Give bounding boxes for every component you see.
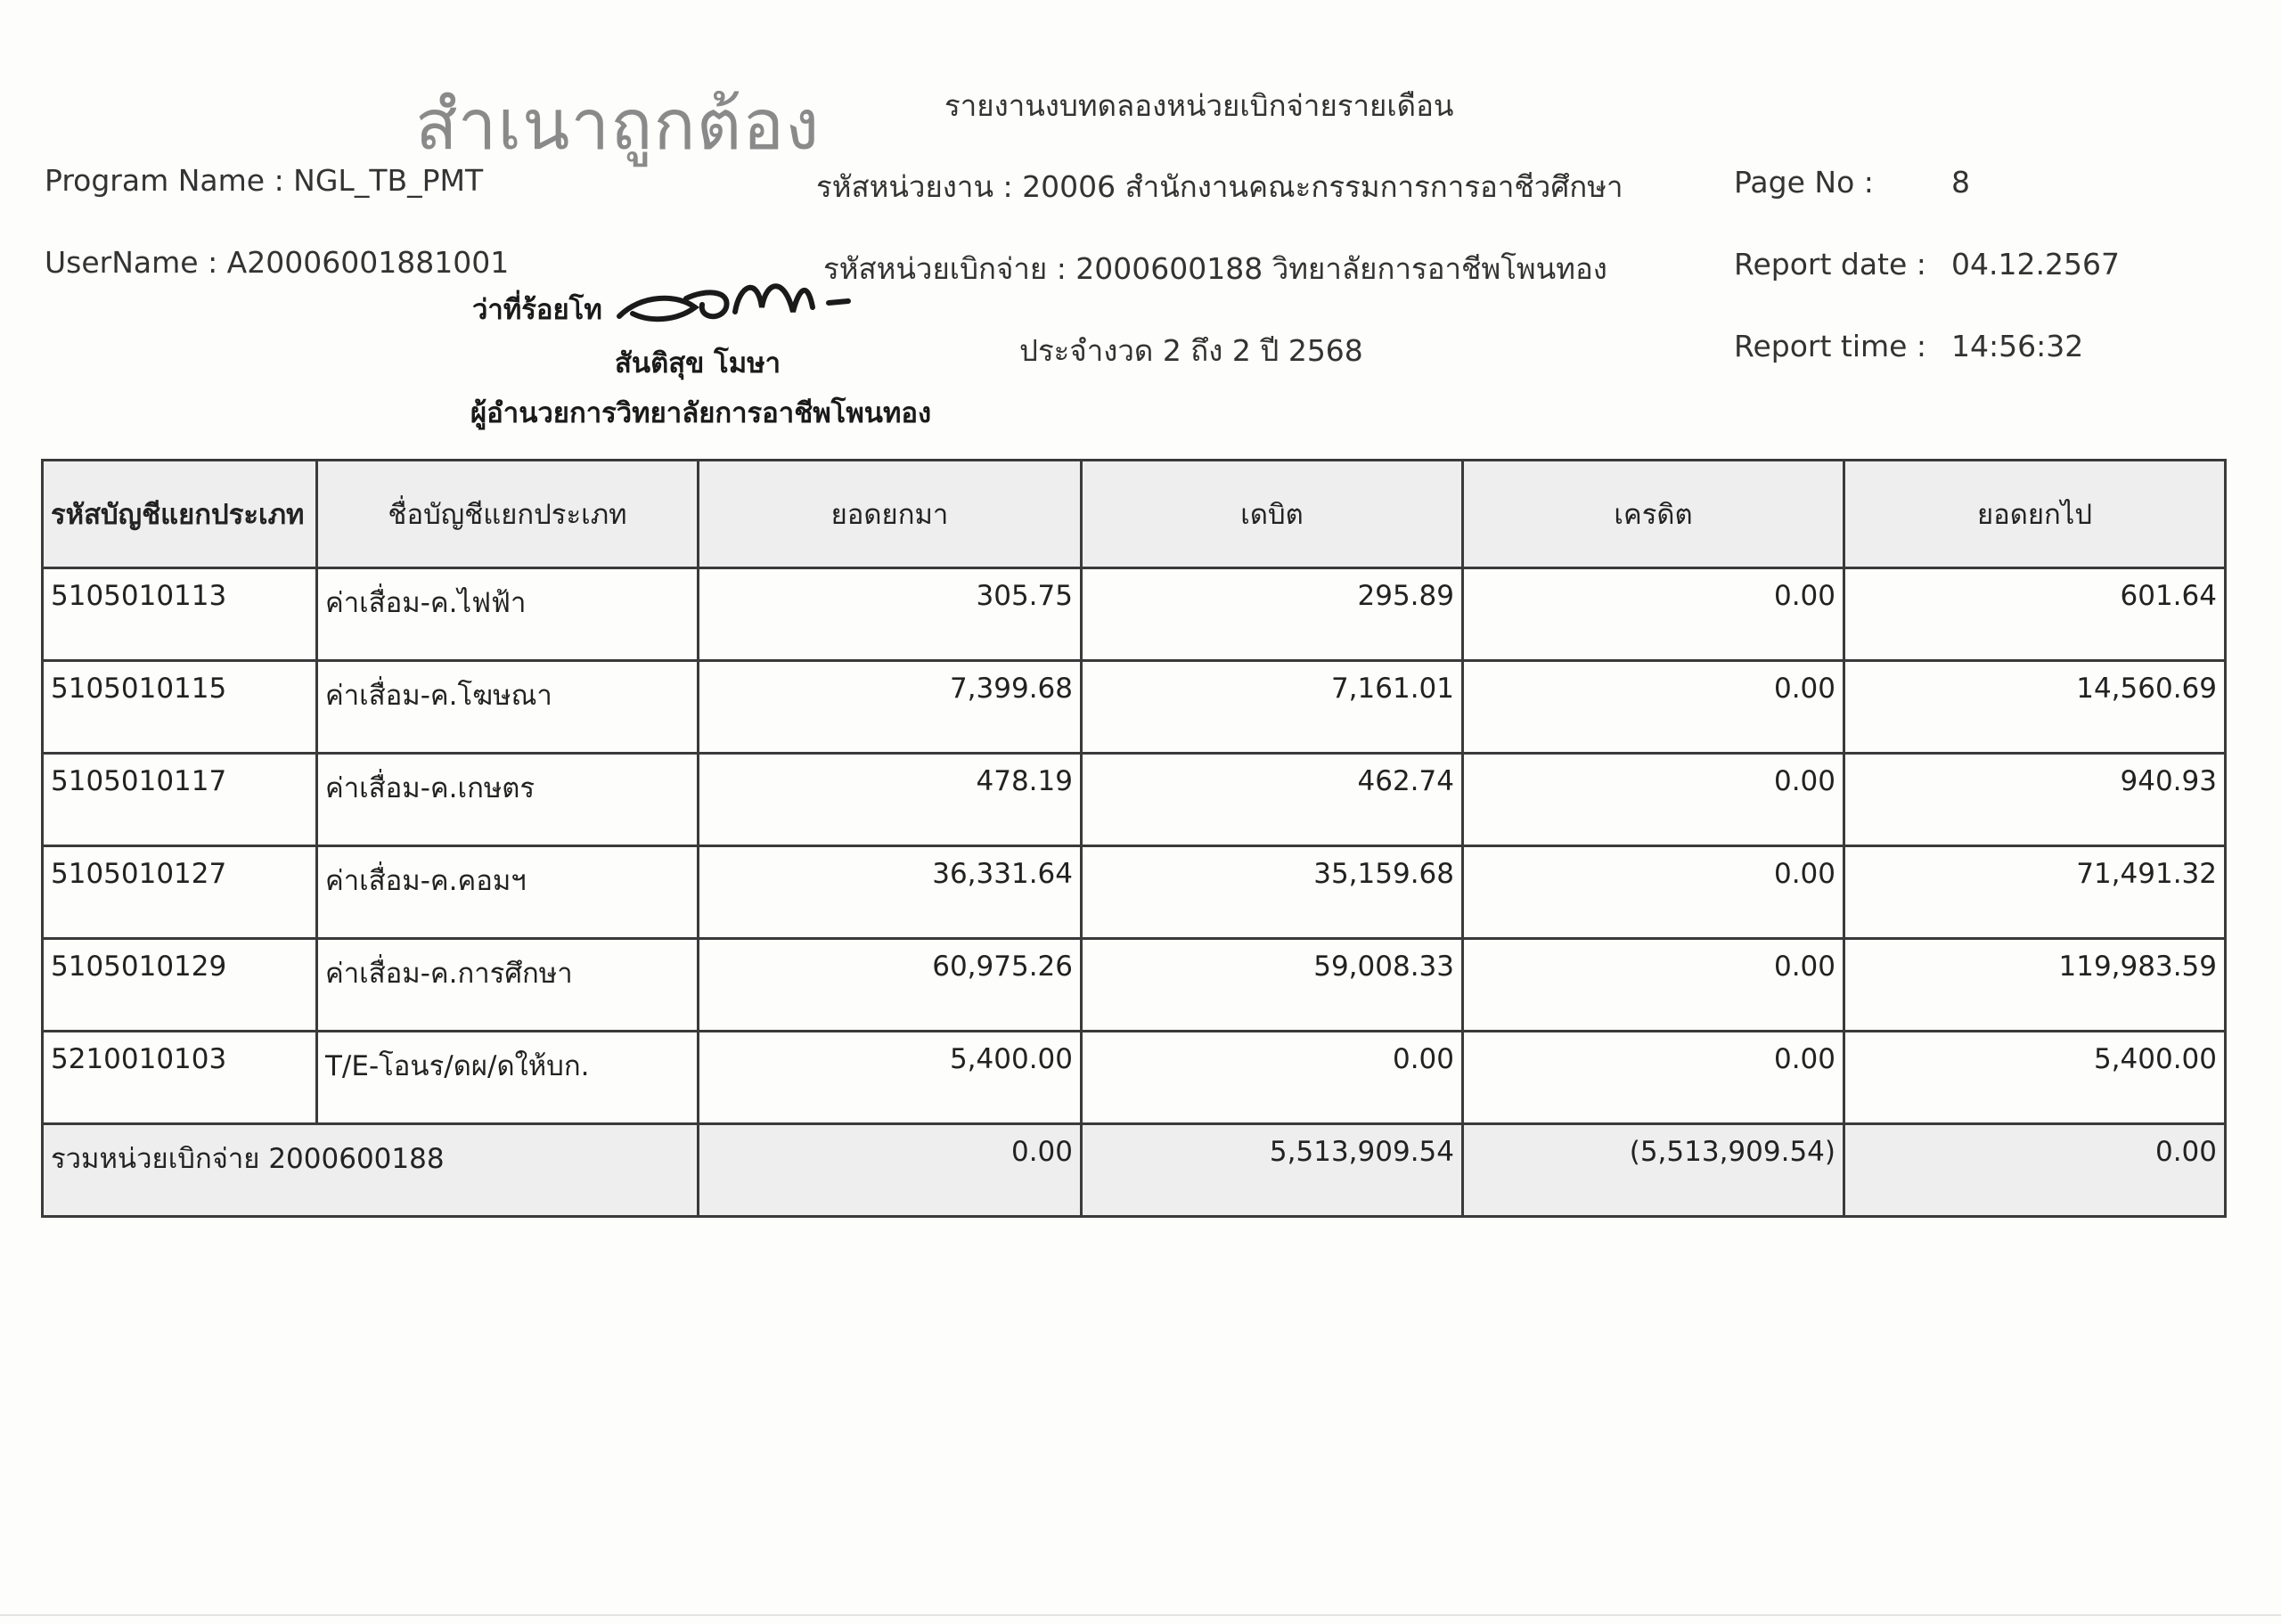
closing-balance: 14,560.69	[1844, 661, 2226, 754]
col-header-account-name: ชื่อบัญชีแยกประเภท	[317, 461, 699, 568]
col-header-account-code: รหัสบัญชีแยกประเภท	[43, 461, 317, 568]
username: UserName : A20006001881001	[45, 245, 510, 280]
account-name: T/E-โอนร/ดผ/ดให้บก.	[317, 1032, 699, 1124]
total-opening-balance: 0.00	[699, 1124, 1082, 1217]
closing-balance: 119,983.59	[1844, 939, 2226, 1032]
col-header-credit: เครดิต	[1463, 461, 1844, 568]
table-row	[43, 939, 2226, 1032]
report-time: 14:56:32	[1951, 329, 2084, 363]
total-label: รวมหน่วยเบิกจ่าย 2000600188	[43, 1124, 699, 1217]
opening-balance: 305.75	[699, 568, 1082, 661]
table-header-row	[43, 461, 2226, 568]
program-name: Program Name : NGL_TB_PMT	[45, 163, 484, 198]
page-no-label: Page No :	[1734, 165, 1874, 200]
report-period: ประจำงวด 2 ถึง 2 ปี 2568	[1019, 333, 1363, 368]
closing-balance: 71,491.32	[1844, 846, 2226, 939]
account-code: 5210010103	[43, 1032, 317, 1124]
opening-balance: 478.19	[699, 754, 1082, 846]
credit: 0.00	[1463, 939, 1844, 1032]
signer-rank: ว่าที่ร้อยโท	[472, 294, 602, 326]
handwritten-signature	[615, 267, 855, 339]
total-closing-balance: 0.00	[1844, 1124, 2226, 1217]
disbursing-unit-code: รหัสหน่วยเบิกจ่าย : 2000600188 วิทยาลัยการอาชีพโพนทอง	[823, 251, 1607, 286]
total-credit: (5,513,909.54)	[1463, 1124, 1844, 1217]
report-title: รายงานงบทดลองหน่วยเบิกจ่ายรายเดือน	[944, 88, 1454, 123]
agency-code: รหัสหน่วยงาน : 20006 สำนักงานคณะกรรมการการอาชีวศึกษา	[816, 169, 1623, 204]
table-row	[43, 754, 2226, 846]
account-code: 5105010117	[43, 754, 317, 846]
closing-balance: 5,400.00	[1844, 1032, 2226, 1124]
report-date-label: Report date :	[1734, 247, 1926, 282]
table-row	[43, 661, 2226, 754]
opening-balance: 5,400.00	[699, 1032, 1082, 1124]
trial-balance-table	[41, 459, 2227, 1218]
debit: 35,159.68	[1082, 846, 1463, 939]
credit: 0.00	[1463, 754, 1844, 846]
certified-copy-stamp: สำเนาถูกต้อง	[415, 86, 821, 166]
account-code: 5105010113	[43, 568, 317, 661]
debit: 462.74	[1082, 754, 1463, 846]
credit: 0.00	[1463, 661, 1844, 754]
account-code: 5105010129	[43, 939, 317, 1032]
account-code: 5105010127	[43, 846, 317, 939]
account-code: 5105010115	[43, 661, 317, 754]
account-name: ค่าเสื่อม-ค.ไฟฟ้า	[317, 568, 699, 661]
debit: 59,008.33	[1082, 939, 1463, 1032]
debit: 7,161.01	[1082, 661, 1463, 754]
account-name: ค่าเสื่อม-ค.คอมฯ	[317, 846, 699, 939]
opening-balance: 36,331.64	[699, 846, 1082, 939]
table-row	[43, 846, 2226, 939]
account-name: ค่าเสื่อม-ค.การศึกษา	[317, 939, 699, 1032]
report-date: 04.12.2567	[1951, 247, 2120, 282]
col-header-debit: เดบิต	[1082, 461, 1463, 568]
credit: 0.00	[1463, 1032, 1844, 1124]
scan-edge	[0, 1614, 2281, 1616]
credit: 0.00	[1463, 568, 1844, 661]
col-header-opening-balance: ยอดยกมา	[699, 461, 1082, 568]
debit: 0.00	[1082, 1032, 1463, 1124]
signer-name: สันติสุข โมษา	[615, 347, 781, 379]
col-header-closing-balance: ยอดยกไป	[1844, 461, 2226, 568]
table-row	[43, 568, 2226, 661]
table-total-row	[43, 1124, 2226, 1217]
account-name: ค่าเสื่อม-ค.เกษตร	[317, 754, 699, 846]
page-no: 8	[1951, 165, 1970, 200]
signer-position: ผู้อำนวยการวิทยาลัยการอาชีพโพนทอง	[470, 397, 932, 429]
table-row	[43, 1032, 2226, 1124]
opening-balance: 7,399.68	[699, 661, 1082, 754]
closing-balance: 940.93	[1844, 754, 2226, 846]
total-debit: 5,513,909.54	[1082, 1124, 1463, 1217]
credit: 0.00	[1463, 846, 1844, 939]
report-time-label: Report time :	[1734, 329, 1927, 363]
opening-balance: 60,975.26	[699, 939, 1082, 1032]
closing-balance: 601.64	[1844, 568, 2226, 661]
debit: 295.89	[1082, 568, 1463, 661]
account-name: ค่าเสื่อม-ค.โฆษณา	[317, 661, 699, 754]
